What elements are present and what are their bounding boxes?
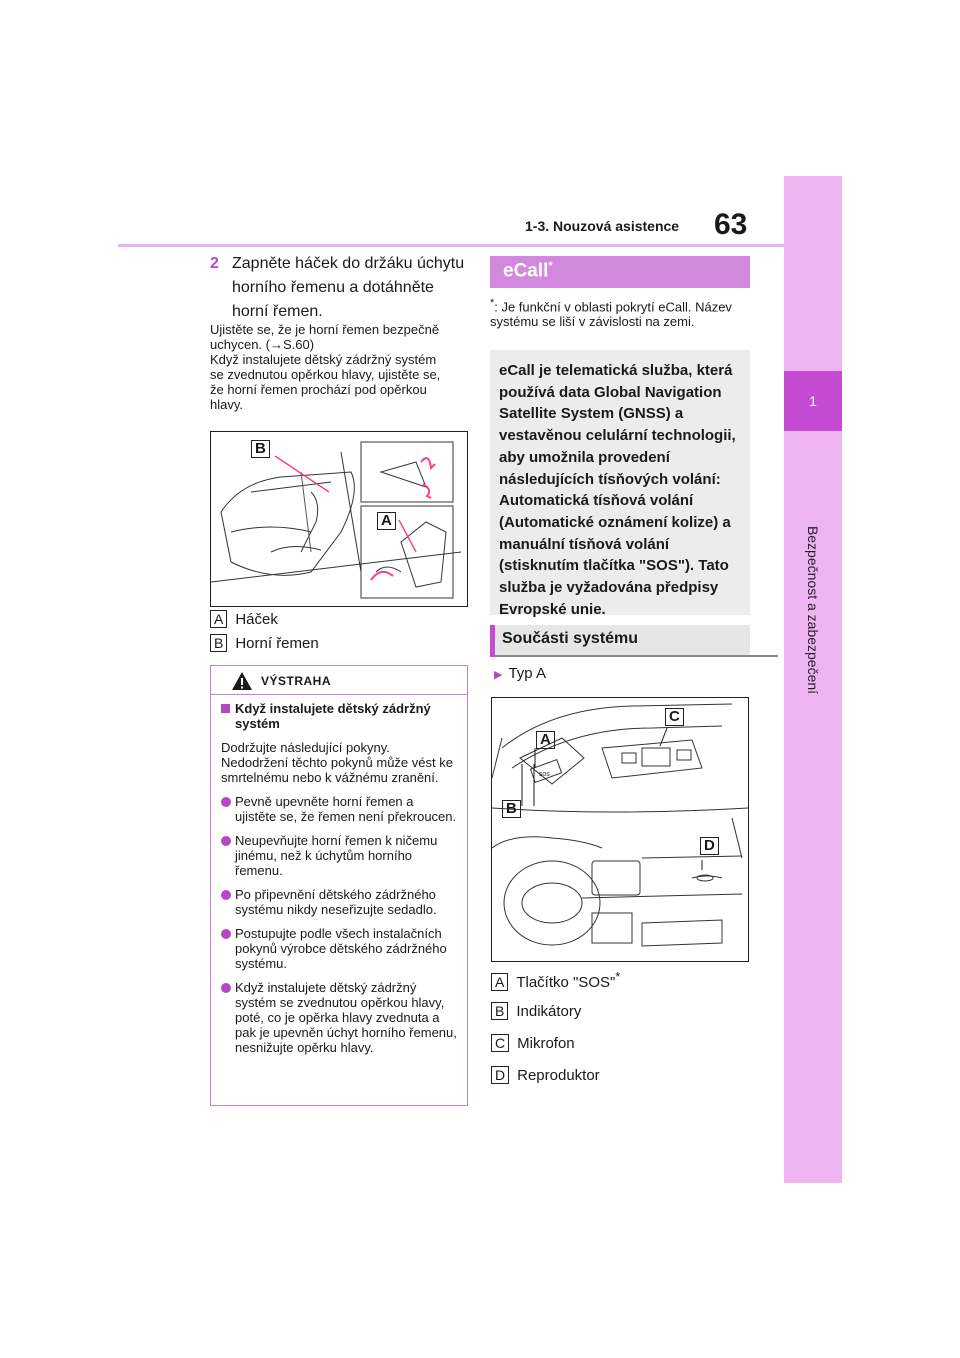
note-line: Ujistěte se, že je horní řemen bezpečně	[210, 322, 440, 337]
legend-text: Tlačítko "SOS"	[516, 974, 616, 991]
legend-key: A	[210, 610, 227, 628]
legend-key: C	[491, 1034, 509, 1052]
legend-text: Horní řemen	[235, 635, 319, 652]
step-number: 2	[210, 255, 219, 272]
legend-key: A	[491, 973, 508, 991]
warning-item	[221, 926, 457, 971]
bullet-icon	[221, 983, 231, 993]
warning-subtitle	[221, 701, 457, 731]
note-line: hlavy.	[210, 397, 243, 412]
legend-text: Háček	[235, 611, 278, 628]
warning-subtitle-text: Když instalujete dětský zádržný systém	[235, 701, 431, 731]
legend-item	[210, 634, 319, 652]
bullet-icon	[221, 836, 231, 846]
chapter-number[interactable]: 1	[784, 371, 842, 431]
bullet-icon	[221, 890, 231, 900]
legend-key: B	[491, 1002, 508, 1020]
tether-drawing	[211, 432, 467, 606]
legend-text: Mikrofon	[517, 1035, 575, 1052]
note-line: uchycen. (→S.60)	[210, 337, 315, 352]
ecall-heading	[503, 260, 553, 282]
warning-box	[210, 665, 468, 1106]
ecall-heading-text: eCall	[503, 260, 549, 282]
square-bullet-icon	[221, 704, 230, 713]
warning-item-text: Neupevňujte horní řemen k ničemu jinému, než k úchytům horního řemenu.	[235, 833, 438, 878]
legend-item	[491, 1034, 575, 1052]
step-text: Zapněte háček do držáku úchytu horního řemenu a dotáhněte horní řemen.	[232, 255, 465, 320]
ecall-description: eCall je telematická služba, která používá data Global Navigation Satellite System (GNSS) a vestavěnou celulární technologii, aby umožnila provedení následujících tísňových volání: Automatická tísňová volání (Automatické oznámení kolize) a manuální tísňová volání (stisknutím tlačítka "SOS"). Tato služba je vyžadována předpisy Evropské unie.	[499, 362, 736, 618]
figure-label-c: C	[665, 708, 684, 726]
legend-text: Reproduktor	[517, 1067, 600, 1084]
figure-label-a: A	[536, 731, 555, 749]
note-line: že horní řemen prochází pod opěrkou	[210, 382, 427, 397]
ecall-heading-mark: *	[548, 260, 553, 272]
warning-item-text: Pevně upevněte horní řemen a ujistěte se, že řemen není překroucen.	[235, 794, 457, 824]
sos-marking: SOS	[539, 772, 550, 778]
console-drawing	[492, 698, 748, 961]
page-number: 63	[714, 208, 748, 241]
bullet-icon	[221, 929, 231, 939]
note-line: se zvednutou opěrkou hlavy, ujistěte se,	[210, 367, 441, 382]
warning-header	[211, 666, 467, 695]
header-rule	[118, 244, 784, 247]
legend-item	[491, 1002, 581, 1020]
components-heading: Součásti systému	[502, 630, 639, 647]
warning-item-text: Po připevnění dětského zádržného systému nikdy neseřizujte sedadlo.	[235, 887, 437, 917]
figure-label-b: B	[251, 440, 270, 458]
warning-item-text: Postupujte podle všech instalačních pokynů výrobce dětského zádržného systému.	[235, 926, 447, 971]
bullet-icon	[221, 797, 231, 807]
tether-illustration	[210, 431, 468, 607]
legend-mark: *	[615, 970, 621, 984]
console-illustration	[491, 697, 749, 962]
warning-item	[221, 980, 457, 1055]
components-heading-accent	[490, 625, 495, 657]
figure-label-d: D	[700, 837, 719, 855]
footnote-text: : Je funkční v oblasti pokrytí eCall. Název systému se liší v závislosti na zemi.	[490, 299, 732, 330]
warning-item	[221, 794, 457, 824]
legend-item	[210, 610, 278, 628]
figure-label-a: A	[377, 512, 396, 530]
warning-item	[221, 833, 457, 878]
components-heading-rule	[495, 655, 778, 657]
step-2	[210, 252, 472, 324]
legend-item	[491, 970, 620, 991]
warning-item-text: Když instalujete dětský zádržný systém se zvednutou opěrkou hlavy, poté, co je opěrka hlavy zvednuta a pak je upevněn úchyt horního řemenu, nesnižujte opěrku hlavy.	[235, 980, 457, 1055]
warning-icon	[231, 671, 253, 691]
warning-intro: Dodržujte následující pokyny. Nedodržení těchto pokynů může vést ke smrtelnému nebo k vážnému zranění.	[221, 740, 453, 785]
figure-label-b: B	[502, 800, 521, 818]
section-title: 1-3. Nouzová asistence	[525, 218, 680, 234]
legend-key: D	[491, 1066, 509, 1084]
triangle-bullet-icon: ▶	[494, 669, 503, 681]
footnote-mark: *	[490, 297, 495, 309]
warning-item	[221, 887, 457, 917]
legend-key: B	[210, 634, 227, 652]
legend-item	[491, 1066, 600, 1084]
step-note	[210, 322, 472, 412]
type-label-text: Typ A	[508, 665, 546, 682]
legend-text: Indikátory	[516, 1003, 582, 1020]
type-label	[494, 665, 546, 682]
note-line: Když instalujete dětský zádržný systém	[210, 352, 437, 367]
ecall-footnote	[490, 296, 755, 329]
chapter-title: Bezpečnost a zabezpečení	[805, 525, 821, 695]
warning-title: VÝSTRAHA	[261, 674, 332, 688]
